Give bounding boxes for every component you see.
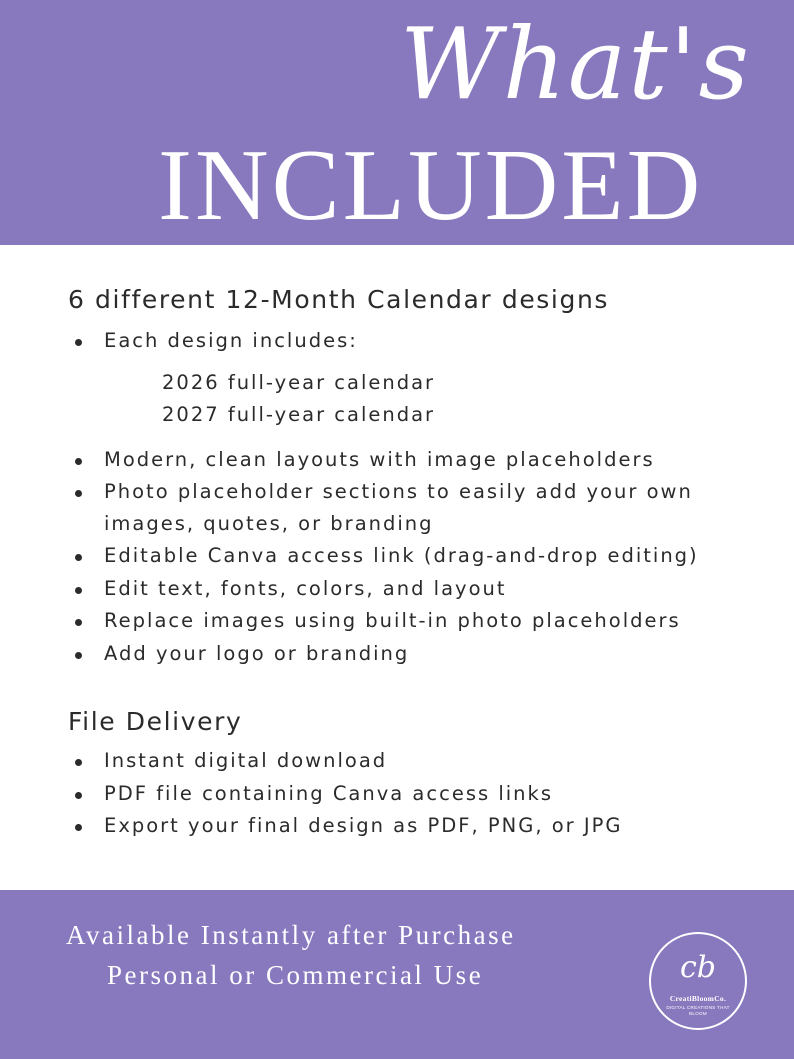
bullet-dot <box>75 490 82 497</box>
bullet-dot <box>75 339 82 346</box>
header-banner <box>0 0 794 245</box>
list-item-text: PDF file containing Canva access links <box>104 782 553 805</box>
bullet-dot <box>75 759 82 766</box>
list-item-text: Edit text, fonts, colors, and layout <box>104 577 507 600</box>
script-title: What's <box>400 8 751 122</box>
footer-banner <box>0 890 794 1059</box>
list-item-text: Each design includes: <box>104 329 358 352</box>
sub-item: 2026 full-year calendar <box>162 371 436 394</box>
list-item-text: Editable Canva access link (drag-and-drop editing) <box>104 544 699 567</box>
list-item-text: images, quotes, or branding <box>104 512 434 535</box>
logo-monogram: cb <box>679 950 716 985</box>
content-area <box>0 245 794 890</box>
bullet-dot <box>75 554 82 561</box>
bullet-dot <box>75 458 82 465</box>
bullet-dot <box>75 619 82 626</box>
delivery-heading: File Delivery <box>68 707 243 736</box>
brand-logo <box>649 932 747 1030</box>
logo-tagline: DIGITAL CREATIONS THAT BLOOM <box>666 1005 730 1016</box>
list-item-text: Modern, clean layouts with image placeholders <box>104 448 655 471</box>
sub-item: 2027 full-year calendar <box>162 403 436 426</box>
designs-heading: 6 different 12-Month Calendar designs <box>68 285 610 314</box>
usage-text: Personal or Commercial Use <box>107 960 484 990</box>
bullet-dot <box>75 652 82 659</box>
logo-name: CreatiBloomCo. <box>669 994 727 1003</box>
list-item-text: Instant digital download <box>104 749 388 772</box>
list-item-text: Export your final design as PDF, PNG, or JPG <box>104 814 623 837</box>
bullet-dot <box>75 792 82 799</box>
bullet-dot <box>75 587 82 594</box>
availability-text: Available Instantly after Purchase <box>66 920 516 950</box>
bullet-dot <box>75 824 82 831</box>
list-item-text: Replace images using built-in photo placeholders <box>104 609 681 632</box>
list-item-text: Add your logo or branding <box>104 642 410 665</box>
page-title: INCLUDED <box>158 129 704 242</box>
list-item-text: Photo placeholder sections to easily add your own <box>104 480 693 503</box>
